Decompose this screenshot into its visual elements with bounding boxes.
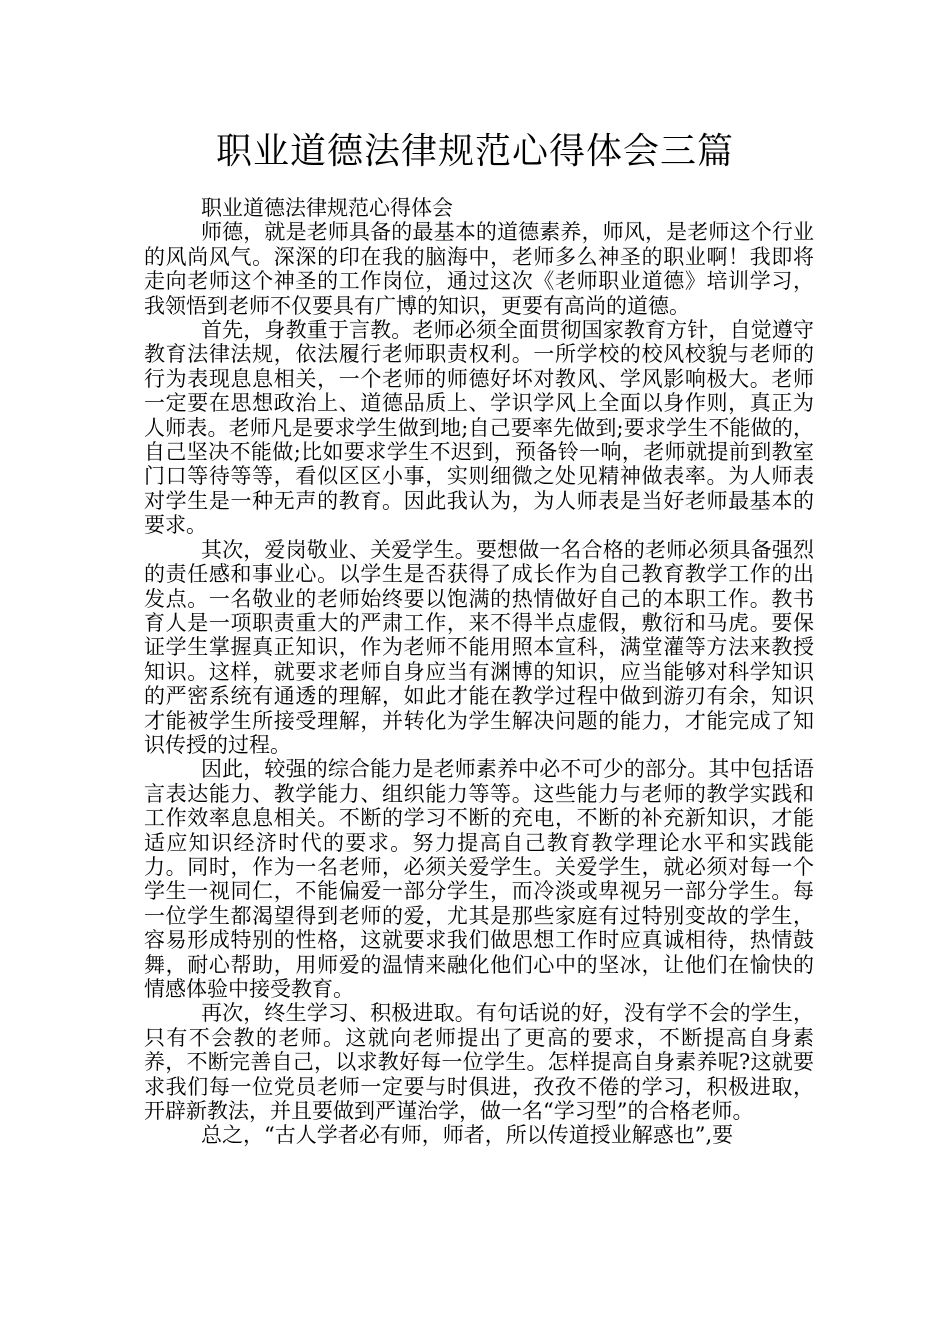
paragraph: 首先，身教重于言教。老师必须全面贯彻国家教育方针，自觉遵守教育法律法规，依法履行老师职责权利。一所学校的校风校貌与老师的行为表现息息相关，一个老师的师德好坏对教风、学风影响极大。老师一定要在思想政治上、道德品质上、学识学风上全面以身作则，真正为人师表。老师凡是要求学生做到地;自己要率先做到;要求学生不能做的，自己坚决不能做;比如要求学生不迟到，预备铃一响，老师就提前到教室门口等待等等，看似区区小事，实则细微之处见精神做表率。为人师表对学生是一种无声的教育。因此我认为，为人师表是当好老师最基本的要求。 xyxy=(144,318,814,538)
page-title: 职业道德法律规范心得体会三篇 xyxy=(215,131,734,172)
document-body xyxy=(144,196,814,1148)
paragraph: 因此，较强的综合能力是老师素养中必不可少的部分。其中包括语言表达能力、教学能力、组织能力等等。这些能力与老师的教学实践和工作效率息息相关。不断的学习不断的充电，不断的补充新知识，才能适应知识经济时代的要求。努力提高自己教育教学理论水平和实践能力。同时，作为一名老师，必须关爱学生。关爱学生，就必须对每一个学生一视同仁，不能偏爱一部分学生，而冷淡或卑视另一部分学生。每一位学生都渴望得到老师的爱，尤其是那些家庭有过特别变故的学生，容易形成特别的性格，这就要求我们做思想工作时应真诚相待，热情鼓舞，耐心帮助，用师爱的温情来融化他们心中的坚冰，让他们在愉快的情感体验中接受教育。 xyxy=(144,757,814,1001)
paragraph: 师德，就是老师具备的最基本的道德素养，师风，是老师这个行业的风尚风气。深深的印在我的脑海中，老师多么神圣的职业啊！我即将走向老师这个神圣的工作岗位，通过这次《老师职业道德》培训学习，我领悟到老师不仅要具有广博的知识，更要有高尚的道德。 xyxy=(144,220,814,318)
paragraph: 其次，爱岗敬业、关爱学生。要想做一名合格的老师必须具备强烈的责任感和事业心。以学生是否获得了成长作为自己教育教学工作的出发点。一名敬业的老师始终要以饱满的热情做好自己的本职工作。教书育人是一项职责重大的严肃工作，来不得半点虚假，敷衍和马虎。要保证学生掌握真正知识，作为老师不能用照本宣科，满堂灌等方法来教授知识。这样，就要求老师自身应当有渊博的知识，应当能够对科学知识的严密系统有通透的理解，如此才能在教学过程中做到游刃有余，知识才能被学生所接受理解，并转化为学生解决问题的能力，才能完成了知识传授的过程。 xyxy=(144,537,814,757)
section-subtitle: 职业道德法律规范心得体会 xyxy=(201,196,453,220)
paragraph: 总之，“古人学者必有师，师者，所以传道授业解惑也”,要 xyxy=(201,1123,734,1148)
paragraph: 再次，终生学习、积极进取。有句话说的好，没有学不会的学生，只有不会教的老师。这就向老师提出了更高的要求，不断提高自身素养，不断完善自己，以求教好每一位学生。怎样提高自身素养呢?这就要求我们每一位党员老师一定要与时俱进，孜孜不倦的学习，积极进取，开辟新教法，并且要做到严谨治学，做一名“学习型”的合格老师。 xyxy=(144,1001,814,1124)
